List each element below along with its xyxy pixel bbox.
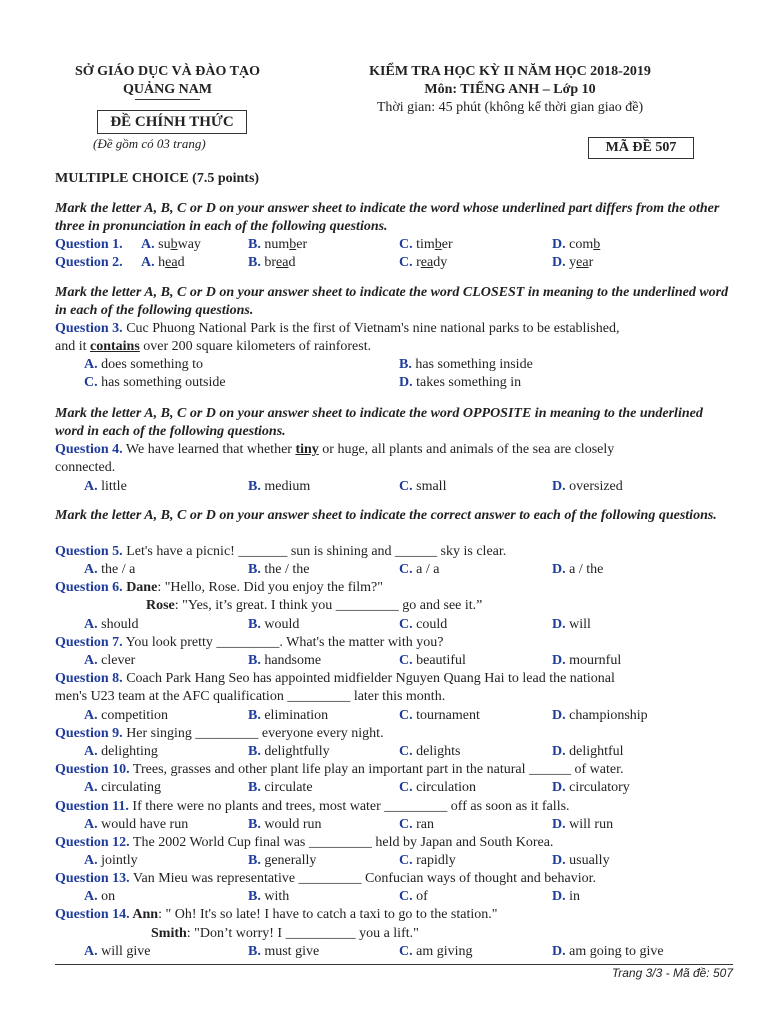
q5-option-a[interactable] (84, 561, 135, 579)
q3-option-c[interactable] (84, 374, 226, 392)
question-text: Van Mieu was representative _________ Confucian ways of thought and behavior. (129, 871, 596, 886)
q11-option-d[interactable] (552, 816, 613, 834)
option-letter: B. (248, 237, 261, 252)
option-text: little (97, 479, 127, 494)
q2-option-b[interactable] (248, 254, 295, 272)
underlined-part: b (170, 237, 178, 252)
question-text: Coach Park Hang Seo has appointed midfielder Nguyen Quang Hai to lead the national (122, 671, 615, 686)
word-part: er (441, 237, 453, 252)
question-text: men's U23 team at the AFC qualification _________ later this month. (55, 689, 446, 704)
question-label: Question 7. (55, 635, 123, 650)
option-letter: A. (84, 562, 98, 577)
q4-option-d[interactable] (552, 478, 623, 496)
underlined-part: ea (165, 255, 178, 270)
q5-option-c[interactable] (399, 561, 439, 579)
word-part: way (177, 237, 201, 252)
option-text: clever (97, 653, 136, 668)
q8-option-a[interactable] (84, 707, 168, 725)
option-letter: A. (84, 617, 98, 632)
question-14-reply (151, 925, 419, 943)
q9-option-d[interactable] (552, 743, 624, 761)
question-14 (55, 906, 497, 924)
option-letter: A. (141, 255, 155, 270)
word-part: h (158, 255, 166, 270)
option-letter: A. (84, 944, 98, 959)
option-text: circulation (412, 780, 476, 795)
option-text: championship (565, 708, 648, 723)
q11-option-a[interactable] (84, 816, 188, 834)
underlined-part: ea (576, 255, 589, 270)
option-letter: B. (399, 357, 412, 372)
question-text: You look pretty _________. What's the matter with you? (122, 635, 444, 650)
option-text: medium (260, 479, 311, 494)
question-label: Question 12. (55, 835, 130, 850)
question-text: connected. (55, 460, 116, 475)
instruction-pronunciation: Mark the letter A, B, C or D on your answer sheet to indicate the word whose underlined part differs from the other three in pronunciation in each of the following questions. (55, 201, 720, 234)
word-part: d (177, 255, 185, 270)
option-letter: D. (552, 853, 566, 868)
question-label: Question 10. (55, 762, 130, 777)
section-title: MULTIPLE CHOICE (7.5 points) (55, 171, 260, 186)
q7-option-c[interactable] (399, 652, 466, 670)
option-text: delights (412, 744, 461, 759)
option-text: must give (260, 944, 320, 959)
exam-code: MÃ ĐỀ 507 (605, 140, 677, 155)
option-letter: C. (399, 237, 413, 252)
option-text: a / the (565, 562, 604, 577)
option-text: could (412, 617, 448, 632)
option-letter: C. (399, 944, 413, 959)
option-letter: D. (399, 375, 413, 390)
option-letter: B. (248, 617, 261, 632)
q4-option-c[interactable] (399, 478, 446, 496)
option-letter: B. (248, 562, 261, 577)
option-text: the / the (260, 562, 310, 577)
option-letter: C. (399, 653, 413, 668)
option-text: oversized (565, 479, 623, 494)
question-8-cont (55, 688, 445, 706)
option-text: will (565, 617, 591, 632)
option-text: with (260, 889, 290, 904)
option-letter: B. (248, 944, 261, 959)
word-part: su (158, 237, 171, 252)
q7-option-a[interactable] (84, 652, 135, 670)
option-letter: A. (84, 708, 98, 723)
q1-option-b[interactable] (248, 236, 307, 254)
option-text: would have run (97, 817, 189, 832)
question-8 (55, 670, 615, 688)
option-text: small (412, 479, 447, 494)
option-letter: B. (248, 479, 261, 494)
question-6 (55, 579, 383, 597)
q7-option-d[interactable] (552, 652, 621, 670)
option-text: generally (260, 853, 317, 868)
option-letter: D. (552, 708, 566, 723)
speaker-name: Smith (151, 926, 187, 941)
word-part: dy (433, 255, 448, 270)
exam-code-box (588, 137, 694, 159)
q8-option-c[interactable] (399, 707, 480, 725)
option-letter: D. (552, 653, 566, 668)
q1-option-d[interactable] (552, 236, 600, 254)
speaker-name: Ann (129, 907, 159, 922)
dialogue-line: : "Don’t worry! I __________ you a lift." (186, 926, 419, 941)
question-text: Her singing _________ everyone every night. (122, 726, 384, 741)
option-text: of (412, 889, 428, 904)
question-text: Cuc Phuong National Park is the first of Vietnam's nine national parks to be established, (122, 321, 620, 336)
q12-option-c[interactable] (399, 852, 456, 870)
q14-option-c[interactable] (399, 943, 473, 961)
option-letter: A. (84, 889, 98, 904)
option-letter: C. (399, 780, 413, 795)
q5-option-b[interactable] (248, 561, 309, 579)
option-letter: B. (248, 889, 261, 904)
speaker-name: Dane (122, 580, 158, 595)
word-part: r (588, 255, 594, 270)
option-text: am going to give (565, 944, 664, 959)
q3-option-a[interactable] (84, 356, 203, 374)
option-letter: C. (399, 817, 413, 832)
option-text: rapidly (412, 853, 456, 868)
q1-option-a[interactable] (141, 236, 201, 254)
word-part: br (264, 255, 277, 270)
option-text: a / a (412, 562, 440, 577)
option-letter: D. (552, 479, 566, 494)
q2-option-a[interactable] (141, 254, 185, 272)
option-text: circulatory (565, 780, 630, 795)
q6-option-a[interactable] (84, 616, 138, 634)
option-letter: C. (399, 853, 413, 868)
option-text: does something to (97, 357, 204, 372)
question-text: or huge, all plants and animals of the sea are closely (318, 442, 615, 457)
department-name: SỞ GIÁO DỤC VÀ ĐÀO TẠO (74, 64, 260, 79)
option-text: tournament (412, 708, 480, 723)
exam-subject: Môn: TIẾNG ANH – Lớp 10 (424, 82, 596, 97)
option-letter: C. (399, 744, 413, 759)
question-5 (55, 543, 506, 561)
q11-option-c[interactable] (399, 816, 434, 834)
instruction-opposite: Mark the letter A, B, C or D on your answer sheet to indicate the word OPPOSITE in meaning to the underlined word in each of the following questions. (55, 406, 703, 439)
word-part: com (569, 237, 594, 252)
key-word: tiny (295, 442, 319, 457)
q2-option-c[interactable] (399, 254, 447, 272)
option-letter: A. (84, 780, 98, 795)
question-label: Question 13. (55, 871, 130, 886)
option-text: delightful (565, 744, 624, 759)
word-part: d (288, 255, 296, 270)
q8-option-d[interactable] (552, 707, 648, 725)
option-letter: B. (248, 708, 261, 723)
option-letter: D. (552, 817, 566, 832)
option-letter: C. (399, 617, 413, 632)
q1-option-c[interactable] (399, 236, 453, 254)
underlined-part: b (434, 237, 442, 252)
footer-rule (55, 964, 733, 965)
q10-option-a[interactable] (84, 779, 161, 797)
official-exam-label: ĐỀ CHÍNH THỨC (110, 114, 234, 130)
word-part: tim (416, 237, 435, 252)
option-letter: A. (84, 744, 98, 759)
option-text: am giving (412, 944, 473, 959)
option-text: would (260, 617, 300, 632)
word-part: er (296, 237, 308, 252)
option-letter: D. (552, 562, 566, 577)
underlined-part: b (289, 237, 297, 252)
question-12 (55, 834, 553, 852)
option-text: should (97, 617, 139, 632)
dialogue-line: : "Yes, it’s great. I think you _________ go and see it.” (174, 598, 483, 613)
option-text: usually (565, 853, 610, 868)
header-rule (135, 99, 200, 100)
speaker-name: Rose (146, 598, 175, 613)
option-letter: A. (84, 479, 98, 494)
underlined-part: ea (276, 255, 289, 270)
option-text: jointly (97, 853, 138, 868)
option-letter: C. (399, 889, 413, 904)
q13-option-b[interactable] (248, 888, 289, 906)
option-letter: D. (552, 780, 566, 795)
question-4 (55, 441, 614, 459)
question-6-reply (146, 597, 482, 615)
option-letter: D. (552, 617, 566, 632)
pages-note: (Đề gồm có 03 trang) (93, 136, 206, 151)
option-text: will give (97, 944, 151, 959)
q9-option-b[interactable] (248, 743, 330, 761)
option-text: would run (260, 817, 322, 832)
option-letter: C. (399, 255, 413, 270)
question-3-cont (55, 338, 371, 356)
q14-option-a[interactable] (84, 943, 151, 961)
option-text: delightfully (260, 744, 330, 759)
question-label: Question 6. (55, 580, 123, 595)
option-letter: A. (141, 237, 155, 252)
word-part: r (416, 255, 421, 270)
question-text: If there were no plants and trees, most water _________ off as soon as it falls. (128, 799, 570, 814)
question-label: Question 1. (55, 237, 123, 252)
option-letter: C. (399, 479, 413, 494)
question-label: Question 4. (55, 442, 123, 457)
question-label: Question 3. (55, 321, 123, 336)
exam-title: KIỂM TRA HỌC KỲ II NĂM HỌC 2018-2019 (369, 64, 651, 79)
page-footer: Trang 3/3 - Mã đề: 507 (611, 966, 733, 980)
question-label: Question 5. (55, 544, 123, 559)
question-label: Question 8. (55, 671, 123, 686)
question-13 (55, 870, 596, 888)
dialogue-line: : " Oh! It's so late! I have to catch a taxi to go to the station." (158, 907, 498, 922)
option-letter: B. (248, 744, 261, 759)
option-text: has something inside (411, 357, 533, 372)
q3-option-d[interactable] (399, 374, 521, 392)
option-letter: B. (248, 255, 261, 270)
exam-duration: Thời gian: 45 phút (không kể thời gian giao đề) (376, 100, 644, 115)
option-text: elimination (260, 708, 329, 723)
option-text: beautiful (412, 653, 466, 668)
key-word: contains (90, 339, 140, 354)
q10-option-d[interactable] (552, 779, 630, 797)
q14-option-d[interactable] (552, 943, 664, 961)
q12-option-a[interactable] (84, 852, 138, 870)
option-letter: B. (248, 853, 261, 868)
question-label: Question 14. (55, 907, 130, 922)
option-text: on (97, 889, 116, 904)
q13-option-a[interactable] (84, 888, 115, 906)
question-10 (55, 761, 623, 779)
underlined-part: ea (420, 255, 434, 270)
official-exam-box (97, 110, 247, 134)
option-text: delighting (97, 744, 158, 759)
q12-option-d[interactable] (552, 852, 610, 870)
q3-option-b[interactable] (399, 356, 533, 374)
q10-option-c[interactable] (399, 779, 476, 797)
option-letter: D. (552, 744, 566, 759)
question-label: Question 9. (55, 726, 123, 741)
q13-option-c[interactable] (399, 888, 428, 906)
option-letter: C. (399, 708, 413, 723)
option-text: mournful (565, 653, 622, 668)
option-letter: A. (84, 653, 98, 668)
q5-option-d[interactable] (552, 561, 603, 579)
question-11 (55, 798, 570, 816)
option-letter: C. (399, 562, 413, 577)
instruction-correct: Mark the letter A, B, C or D on your answer sheet to indicate the correct answer to each of the following questions. (55, 508, 717, 523)
option-text: takes something in (412, 375, 522, 390)
option-letter: D. (552, 237, 566, 252)
question-4-cont (55, 459, 115, 477)
question-text: and it (55, 339, 90, 354)
option-letter: D. (552, 889, 566, 904)
q4-option-b[interactable] (248, 478, 310, 496)
q10-option-b[interactable] (248, 779, 313, 797)
question-3 (55, 320, 619, 338)
underlined-part: b (593, 237, 601, 252)
q6-option-d[interactable] (552, 616, 591, 634)
q8-option-b[interactable] (248, 707, 328, 725)
question-label: Question 2. (55, 255, 123, 270)
option-text: ran (412, 817, 435, 832)
option-letter: A. (84, 357, 98, 372)
q9-option-a[interactable] (84, 743, 158, 761)
question-text: We have learned that whether (122, 442, 296, 457)
province-name: QUẢNG NAM (122, 82, 213, 97)
q13-option-d[interactable] (552, 888, 580, 906)
q12-option-b[interactable] (248, 852, 316, 870)
q2-option-d[interactable] (552, 254, 593, 272)
option-text: the / a (97, 562, 136, 577)
option-text: in (565, 889, 581, 904)
option-letter: D. (552, 255, 566, 270)
instruction-closest: Mark the letter A, B, C or D on your answer sheet to indicate the word CLOSEST in meaning to the underlined word in each of the following questions. (55, 285, 729, 318)
dialogue-line: : "Hello, Rose. Did you enjoy the film?" (157, 580, 383, 595)
option-letter: A. (84, 817, 98, 832)
question-text: Let's have a picnic! _______ sun is shining and ______ sky is clear. (122, 544, 507, 559)
option-text: will run (565, 817, 614, 832)
word-part: num (264, 237, 290, 252)
q7-option-b[interactable] (248, 652, 321, 670)
q14-option-b[interactable] (248, 943, 319, 961)
q11-option-b[interactable] (248, 816, 322, 834)
question-text: Trees, grasses and other plant life play an important part in the natural ______ of water. (129, 762, 624, 777)
option-letter: A. (84, 853, 98, 868)
question-label: Question 11. (55, 799, 129, 814)
option-text: competition (97, 708, 169, 723)
option-text: circulate (260, 780, 313, 795)
option-letter: D. (552, 944, 566, 959)
question-2 (55, 254, 123, 272)
option-letter: B. (248, 653, 261, 668)
q6-option-c[interactable] (399, 616, 447, 634)
option-letter: B. (248, 817, 261, 832)
option-letter: C. (84, 375, 98, 390)
question-1 (55, 236, 123, 254)
question-text: over 200 square kilometers of rainforest. (139, 339, 372, 354)
q4-option-a[interactable] (84, 478, 127, 496)
question-7 (55, 634, 443, 652)
option-text: has something outside (97, 375, 226, 390)
option-text: handsome (260, 653, 322, 668)
q6-option-b[interactable] (248, 616, 299, 634)
question-text: The 2002 World Cup final was _________ held by Japan and South Korea. (129, 835, 554, 850)
option-letter: B. (248, 780, 261, 795)
word-part: y (569, 255, 577, 270)
question-9 (55, 725, 384, 743)
q9-option-c[interactable] (399, 743, 460, 761)
option-text: circulating (97, 780, 161, 795)
